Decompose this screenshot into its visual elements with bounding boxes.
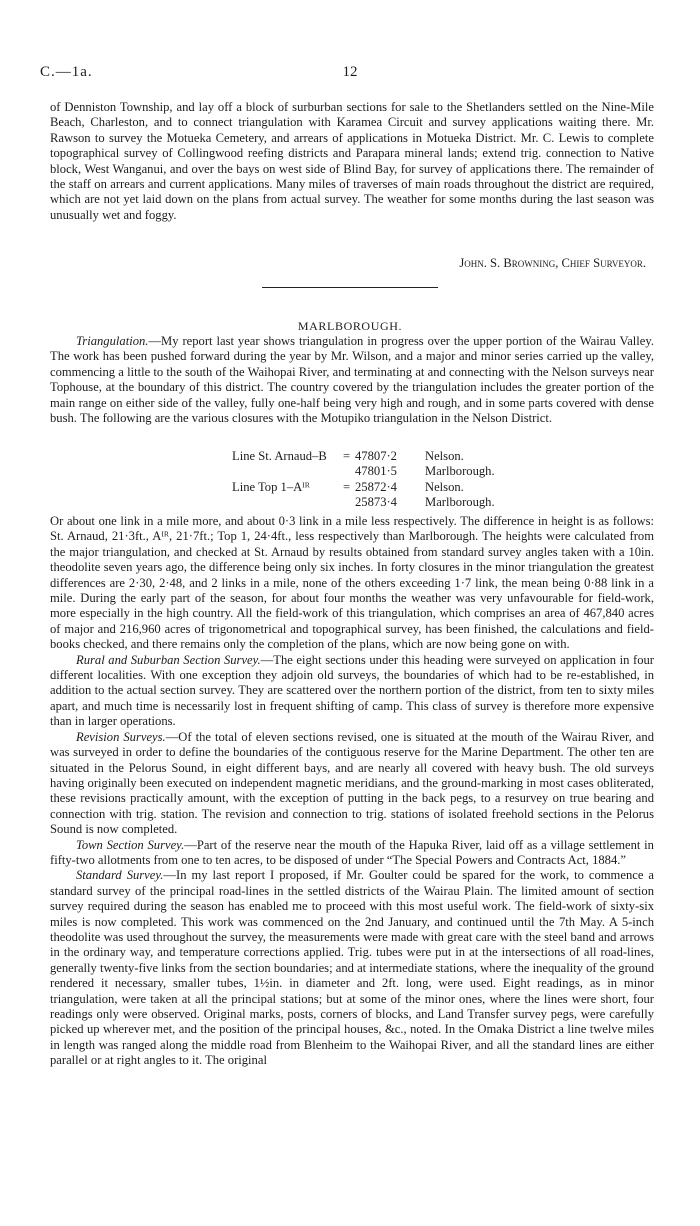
closure-eq: =: [343, 479, 351, 494]
closure-label: Line St. Arnaud–B: [232, 449, 327, 463]
town-heading: Town Section Survey.: [76, 837, 185, 852]
closures-table: [232, 449, 495, 511]
closure-row: [232, 449, 495, 464]
closure-district: Marlborough.: [425, 495, 495, 510]
standard-body: —In my last report I proposed, if Mr. Goulter could be spared for the work, to commence a standard survey of the principal road-lines in the settled districts of the Wairau Plain. The limited amount of section survey required during the season has enabled me to proceed with this most useful work. The field-work of sixty-six miles is now completed. This work was commenced on the 2nd January, and continued until the 7th May. A 5-inch theodolite was used throughout the survey, the measurements were made with great care with the steel band and arrows in the ordinary way, and temperature corrections applied. Trig. tubes were put in at the intersections of all road-lines, generally twenty-five links from the section boundaries; and at intermediate stations, where the inequality of the ground rendered it necessary, smaller tubes, 1½in. in diameter and 2ft. long, were used. Eight readings, as in minor triangulation, were taken at all the principal stations; but at some of the minor ones, where the lines were short, four readings only were observed. Original marks, posts, corners of blocks, and Land Transfer survey pegs, were carefully picked up wherever met, and the position of the principal houses, &c., noted. In the Omaka District a line twelve miles in length was ranged along the middle road from Blenheim to the Waihopai River, and all the standard lines are either parallel or at right angles to it. The original: [50, 868, 654, 1068]
revision-body: —Of the total of eleven sections revised, one is situated at the mouth of the Wairau River, and was surveyed in order to define the boundaries of the contiguous reserve for the Marine Department. The other ten are situated in the Pelorus Sound, in eight different bays, and are nearly all covered with heavy bush. The old surveys having originally been executed on independent magnetic meridians, and the ground-marking in most cases obliterated, these revisions practically amount, with the exception of putting in the back pegs, to a resurvey on true bearing and connection with trig. station. The revision and connection to trig. stations of isolated freehold sections in the Pelorus Sound is now completed.: [50, 729, 654, 837]
closure-row: [232, 480, 495, 495]
revision-heading: Revision Surveys.: [76, 729, 166, 744]
intro-paragraph: [50, 100, 654, 223]
intro-text: of Denniston Township, and lay off a block of surburban sections for sale to the Shetlanders settled on the Nine-Mile Beach, Charleston, and to connect triangulation with Karamea Circuit and survey applications waiting there. Mr. Rawson to survey the Motueka Cemetery, and arrears of applications in Motueka District. Mr. C. Lewis to complete topographical survey of Collingwood reefing districts and Parapara mineral lands; extend trig. connection to Native block, West Wanganui, and over the bays on west side of Blind Bay, for survey of applications there. The remainder of the staff on arrears and current applications. Many miles of traverses of main roads throughout the district are required, which are not yet laid down on the plans from actual survey. The weather for some months during the last season was unusually wet and foggy.: [50, 100, 654, 222]
town-body: —Part of the reserve near the mouth of the Hapuka River, laid off as a village settlement in fifty-two allotments from one to ten acres, to be disposed of under “The Special Powers and Contracts Act, 1884.”: [50, 837, 654, 867]
town-paragraph: [50, 838, 654, 869]
rural-paragraph: [50, 653, 654, 730]
closure-eq: [343, 464, 355, 479]
main-text: [50, 514, 654, 1069]
rural-heading: Rural and Suburban Section Survey.: [76, 652, 261, 667]
closure-row: [232, 464, 495, 479]
section-title: MARLBOROUGH.: [297, 319, 403, 333]
standard-paragraph: [50, 868, 654, 1068]
section-divider: [262, 287, 438, 288]
closure-value: 47801·5: [355, 464, 397, 479]
closure-eq: =: [343, 449, 351, 463]
revision-paragraph: [50, 730, 654, 838]
signature: John. S. Browning, Chief Surveyor.: [459, 256, 646, 270]
closure-district: Nelson.: [425, 479, 464, 494]
document-reference: C.—1a.: [40, 64, 93, 80]
closure-label: Line Top 1–Aᴵᴿ: [232, 479, 310, 494]
closure-label: [232, 495, 343, 510]
closure-label: [232, 464, 343, 479]
standard-heading: Standard Survey.: [76, 868, 164, 883]
after-closures-paragraph: Or about one link in a mile more, and about 0·3 link in a mile less respectively. The difference in height is as follows: St. Arnaud, 21·3ft., Aᴵᴿ, 21·7ft.; Top 1, 24·4ft., less respectively than Marlborough. The heights were calculated from the major triangulation, and checked at St. Arnaud by results obtained from standard survey angles taken with a 10in. theodolite seven years ago, the difference being only six inches. In forty closures in the minor triangulation the greatest differences are 2·30, 2·48, and 2 links in a mile, none of the others exceeding 1·7 link, the mean being 0·88 link in a mile. During the early part of the season, for about four months the weather was very unfavourable for field-work, more especially in the high country. All the field-work of this triangulation, which comprises an area of 467,840 acres of major and 216,960 acres of trigonometrical and topographical survey, has been finished, the calculations and field-books checked, and there remains only the completion of the plans, which are now being gone on with.: [50, 514, 654, 652]
closure-value: 25872·4: [355, 479, 397, 494]
triangulation-heading: Triangulation.: [76, 334, 149, 348]
triangulation-paragraph: [50, 334, 654, 426]
closure-district: Nelson.: [425, 449, 464, 463]
closure-value: 47807·2: [355, 449, 397, 463]
triangulation-body: —My report last year shows triangulation in progress over the upper portion of the Wairau Valley. The work has been pushed forward during the year by Mr. Wilson, and a major and minor series carried up the valley, commencing a little to the south of the Waihopai River, and terminating at and connecting with the Nelson surveys near Tophouse, at the boundary of this district. The country covered by the triangulation includes the greater portion of the main range on either side of the valley, fully one-half being very high and rough, and in some parts covered with dense bush. The following are the various closures with the Motupiko triangulation in the Nelson District.: [50, 334, 654, 426]
closure-value: 25873·4: [355, 495, 397, 510]
closure-row: [232, 495, 495, 510]
closure-district: Marlborough.: [425, 464, 495, 479]
closure-eq: [343, 495, 355, 510]
rural-body: —The eight sections under this heading were surveyed on application in four different localities. With one exception they adjoin old surveys, the boundaries of which had to be re-established, in addition to the actual section survey. They are scattered over the northern portion of the district, from ten to sixty miles apart, and much time is necessarily lost in frequent shifting of camp. This class of survey is therefore more expensive than in larger operations.: [50, 652, 654, 729]
page-number: 12: [342, 64, 358, 80]
